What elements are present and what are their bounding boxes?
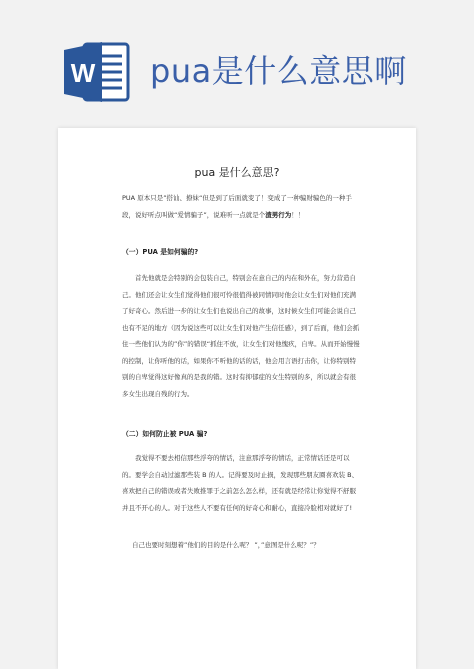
document-title: pua 是什么意思?	[194, 166, 280, 179]
intro-bold-text: 渣男行为	[265, 210, 292, 219]
closing-line: 自己也要时刻想着”他们的目的是什么呢？ ”，”意图是什么呢？”？	[132, 541, 320, 549]
header-title: pua是什么意思啊	[150, 52, 407, 90]
word-logo-letter: W	[70, 58, 96, 88]
section2-paragraph: 我觉得不要去相信那些浮夸的情话，注意那浮夸的情话，正常情话还是可以的。要学会自动过滤那些装 B 的人。记得要及时止损，发现那些朋友圈喜欢装 B、喜欢把自己的错误或者失败推罪于之前怎么怎么样，还有就是经常让你觉得不舒服并且不开心的人。对于这些人不要有任何的好奇心和耐心，直接冷脸相对就好了!	[122, 454, 359, 512]
section1-paragraph: 首先他就是会特别的会包装自己，特别会在意自己的内在和外在，努力营造自己。他们还会让女生们觉得他们很可怜很值得被同情同时他会让女生们对他们充满了好奇心。然后进一步的让女生们也说出自己的故事，这时候女生们可能会说自己也有不足的地方（因为说这些可以让女生们对他产生信任感），到了后面，他们会抓住一些他们认为的”你”的错误“抓住不放，让女生们对他愧疚，自卑。从而开始慢慢的控制，让你听他的话，如果你不听他的话的话，他会用言语打击你，让你特别特别的自卑觉得这好像真的是我的错。这时有抑郁症的女生特别的多，所以就会有很多女生出现自残的行为。	[122, 274, 360, 398]
intro-paragraph	[122, 190, 362, 223]
intro-end-text: ！！	[291, 210, 305, 219]
section2-heading: （二）如何防止被 PUA 骗?	[122, 430, 208, 438]
document-page	[58, 128, 416, 669]
header-banner	[0, 0, 474, 120]
section1-heading: （一）PUA 是如何骗的?	[122, 248, 199, 256]
word-logo-icon	[62, 40, 132, 104]
intro-text: PUA 原本只是”搭讪、撩妹“但是到了后面就变了！变成了一种骗财骗色的一种手段，说好听点叫做“爱情骗子”，说难听一点就是个	[122, 194, 352, 219]
